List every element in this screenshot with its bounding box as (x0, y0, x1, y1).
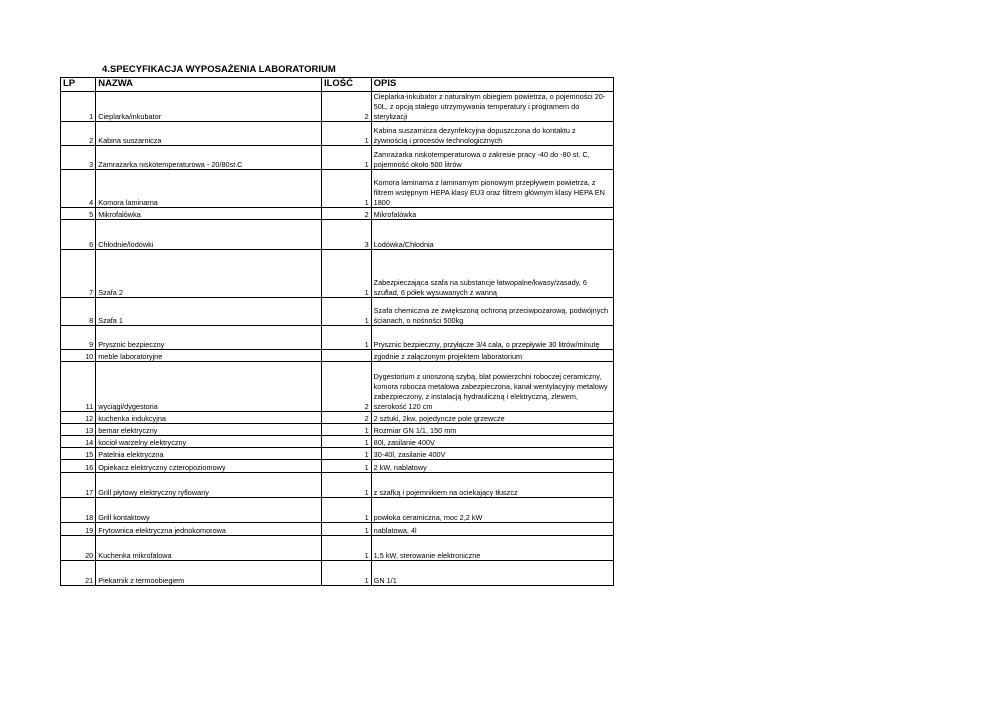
table-row (61, 220, 614, 250)
table-row (61, 424, 614, 436)
row-name: kocioł warzelny elektryczny (96, 436, 322, 448)
row-lp: 16 (61, 460, 96, 473)
table-row (61, 561, 614, 586)
row-qty: 1 (321, 424, 371, 436)
row-name: Chłodnie/lodówki (96, 220, 322, 250)
row-desc: Komora laminarna z laminarnym pionowym przepływem powietrza, z filtrem wstępnym HEPA klasy EU3 oraz filtrem głównym klasy HEPA EN 1800 (371, 170, 613, 208)
row-qty: 1 (321, 460, 371, 473)
row-qty: 2 (321, 362, 371, 412)
row-lp: 2 (61, 122, 96, 146)
row-name: Piekarnik z termoobiegiem (96, 561, 322, 586)
row-lp: 6 (61, 220, 96, 250)
row-qty: 1 (321, 473, 371, 498)
header-qty: ILOŚĆ (321, 78, 371, 92)
row-name: Mikrofalówka (96, 208, 322, 220)
row-name: Grill kontaktowy (96, 498, 322, 523)
row-qty: 1 (321, 146, 371, 170)
table-row (61, 350, 614, 362)
row-name: Frytownica elektryczna jednokomorowa (96, 523, 322, 536)
row-name: Patelnia elektryczna (96, 448, 322, 460)
row-name: Szafa 1 (96, 298, 322, 326)
row-lp: 18 (61, 498, 96, 523)
table-row (61, 460, 614, 473)
row-lp: 21 (61, 561, 96, 586)
table-row (61, 536, 614, 561)
row-lp: 14 (61, 436, 96, 448)
row-name: Szafa 2 (96, 250, 322, 298)
row-lp: 5 (61, 208, 96, 220)
table-row (61, 208, 614, 220)
row-qty (321, 350, 371, 362)
row-qty: 2 (321, 91, 371, 122)
row-desc: 1,5 kW, sterowanie elektroniczne (371, 536, 613, 561)
table-header-row (61, 78, 614, 92)
table-row (61, 448, 614, 460)
row-lp: 8 (61, 298, 96, 326)
table-row (61, 362, 614, 412)
row-qty: 1 (321, 448, 371, 460)
row-desc: zgodnie z załączonym projektem laboratorium (371, 350, 613, 362)
row-desc: Szafa chemiczna ze zwiększoną ochroną przeciwpożarową, podwójnych ścianach, o nośności 500kg (371, 298, 613, 326)
table-row (61, 122, 614, 146)
row-qty: 1 (321, 122, 371, 146)
row-qty: 3 (321, 220, 371, 250)
row-lp: 12 (61, 412, 96, 424)
row-desc: Rozmiar GN 1/1, 150 mm (371, 424, 613, 436)
row-desc: 2 sztuki, 2kw, pojedyncze pole grzewcze (371, 412, 613, 424)
row-desc: 80l, zasilanie 400V (371, 436, 613, 448)
row-name: Cieplarka/inkubator (96, 91, 322, 122)
row-desc: Kabina suszarnicza dezynfekcyjna dopuszczona do kontaktu z żywnością i procesów technologicznych (371, 122, 613, 146)
row-name: Zamrażarka niskotemperaturowa - 20/80st.C (96, 146, 322, 170)
row-lp: 1 (61, 91, 96, 122)
table-row (61, 146, 614, 170)
row-name: Komora laminarna (96, 170, 322, 208)
row-lp: 4 (61, 170, 96, 208)
table-row (61, 298, 614, 326)
row-qty: 1 (321, 436, 371, 448)
row-name: Kabina suszarnicza (96, 122, 322, 146)
row-qty: 1 (321, 250, 371, 298)
equipment-spec-table (60, 77, 614, 586)
table-row (61, 498, 614, 523)
row-lp: 15 (61, 448, 96, 460)
row-qty: 2 (321, 208, 371, 220)
row-lp: 10 (61, 350, 96, 362)
row-desc: 30-40l, zasilanie 400V (371, 448, 613, 460)
row-qty: 1 (321, 326, 371, 350)
document-title: 4.SPECYFIKACJA WYPOSAŻENIA LABORATORIUM (102, 64, 336, 75)
row-lp: 3 (61, 146, 96, 170)
table-row (61, 412, 614, 424)
row-lp: 13 (61, 424, 96, 436)
row-name: Prysznic bezpieczny (96, 326, 322, 350)
table-row (61, 170, 614, 208)
row-qty: 1 (321, 523, 371, 536)
row-name: wyciągi/dygestoria (96, 362, 322, 412)
row-lp: 7 (61, 250, 96, 298)
row-desc: Dygestorium z unoszoną szybą, blat powierzchni roboczej ceramiczny, komora robocza metalowa zabezpieczona, kanał wentylacyjny metalowy zabezpieczony, z instalacją hydrauliczną i elektryczną, zlewem, szerokość 120 cm (371, 362, 613, 412)
header-lp: LP (61, 78, 96, 92)
row-name: Opiekacz elektryczny czteropoziomowy (96, 460, 322, 473)
row-lp: 9 (61, 326, 96, 350)
row-desc: 2 kW, nablatowy (371, 460, 613, 473)
row-desc: Lodówka/Chłodnia (371, 220, 613, 250)
row-name: bemar elektryczny (96, 424, 322, 436)
table-row (61, 326, 614, 350)
row-lp: 11 (61, 362, 96, 412)
row-desc: nablatowa, 4l (371, 523, 613, 536)
row-desc: z szafką i pojemnikiem na ociekający tłuszcz (371, 473, 613, 498)
row-qty: 1 (321, 498, 371, 523)
row-qty: 1 (321, 561, 371, 586)
row-qty: 2 (321, 412, 371, 424)
row-desc: Zamrażarka niskotemperaturowa o zakresie pracy -40 do -80 st. C, pojemność około 500 litrów (371, 146, 613, 170)
header-name: NAZWA (96, 78, 322, 92)
row-desc: powłoka ceramiczna, moc 2,2 kW (371, 498, 613, 523)
table-row (61, 523, 614, 536)
row-name: meble laboratoryjne (96, 350, 322, 362)
row-desc: Mikrofalówka (371, 208, 613, 220)
row-desc: GN 1/1 (371, 561, 613, 586)
row-lp: 17 (61, 473, 96, 498)
row-name: kuchenka indukcyjna (96, 412, 322, 424)
row-name: Grill płytowy elektryczny ryflowany (96, 473, 322, 498)
table-row (61, 473, 614, 498)
row-qty: 1 (321, 298, 371, 326)
row-qty: 1 (321, 536, 371, 561)
row-desc: Prysznic bezpieczny, przyłącze 3/4 cala, o przepływie 30 litrów/minutę (371, 326, 613, 350)
row-qty: 1 (321, 170, 371, 208)
row-lp: 20 (61, 536, 96, 561)
row-desc: Cieplarka-inkubator z naturalnym obiegiem powietrza, o pojemności 20-50L, z opcją stałego utrzymywania temperatury i programem do sterylizacji (371, 91, 613, 122)
table-row (61, 436, 614, 448)
row-lp: 19 (61, 523, 96, 536)
row-name: Kuchenka mikrofalowa (96, 536, 322, 561)
row-desc: Zabezpieczająca szafa na substancje łatwopalne/kwasy/zasady, 6 szuflad, 6 półek wysuwanych z wanną (371, 250, 613, 298)
table-row (61, 250, 614, 298)
header-desc: OPIS (371, 78, 613, 92)
table-row (61, 91, 614, 122)
